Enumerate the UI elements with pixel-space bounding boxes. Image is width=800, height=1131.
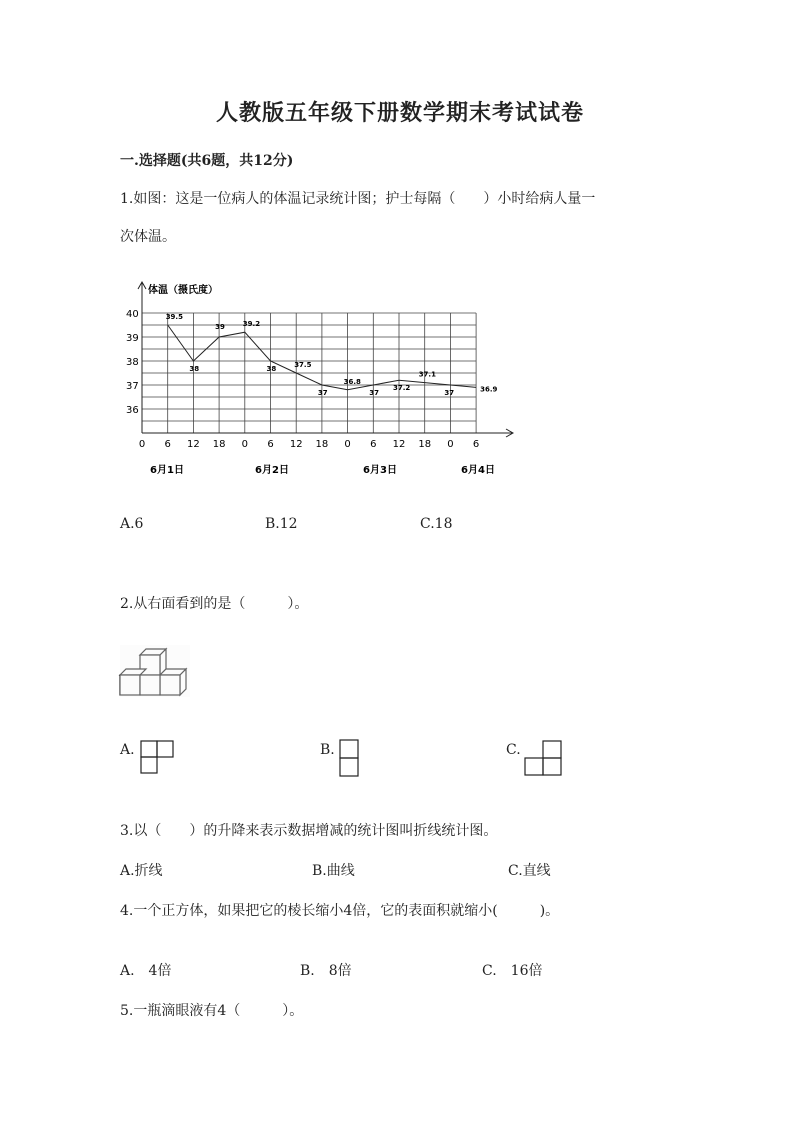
q2-option-a[interactable]: A. xyxy=(120,742,135,758)
day-label: 6月3日 xyxy=(363,465,397,476)
question-5-text: 5.一瓶滴眼液有4（ ）。 xyxy=(120,1003,304,1019)
day-labels xyxy=(150,463,495,476)
cube-stack-figure xyxy=(120,645,190,697)
x-tick-labels xyxy=(139,439,479,450)
x-tick-label: 0 xyxy=(138,439,146,450)
question-3-text: 3.以（ ）的升降来表示数据增减的统计图叫折线统计图。 xyxy=(120,823,498,839)
chart-axes xyxy=(138,282,513,437)
q1-option-b[interactable]: B.12 xyxy=(265,516,298,532)
point-label: 37.2 xyxy=(393,384,411,393)
temperature-chart xyxy=(122,275,522,476)
x-tick-label: 12 xyxy=(289,439,303,450)
q2-option-b-figure xyxy=(338,738,360,778)
day-label: 6月4日 xyxy=(461,465,495,476)
point-label: 37 xyxy=(317,389,328,397)
x-tick-label: 6 xyxy=(267,439,274,450)
q2-option-c-figure xyxy=(524,740,564,776)
question-4-text: 4.一个正方体，如果把它的棱长缩小4倍，它的表面积就缩小( )。 xyxy=(120,903,560,919)
question-1-text-line1: 1.如图：这是一位病人的体温记录统计图；护士每隔（ ）小时给病人量一 xyxy=(120,191,596,207)
x-tick-label: 6 xyxy=(370,439,377,450)
q2-option-a-figure xyxy=(140,740,176,776)
q2-option-c[interactable]: C. xyxy=(506,742,521,758)
q4-option-a[interactable]: A. 4倍 xyxy=(120,963,172,979)
q1-option-c[interactable]: C.18 xyxy=(420,516,453,532)
q4-option-c[interactable]: C. 16倍 xyxy=(482,963,543,979)
x-tick-label: 18 xyxy=(212,439,226,450)
x-tick-label: 18 xyxy=(418,439,432,450)
x-tick-label: 0 xyxy=(241,439,248,450)
chart-title: 体温（摄氏度） xyxy=(148,285,218,296)
x-tick-label: 0 xyxy=(447,439,454,450)
x-tick-label: 6 xyxy=(472,439,480,450)
point-label: 39 xyxy=(215,323,225,331)
point-label: 37 xyxy=(369,389,380,397)
y-tick-label: 36 xyxy=(126,405,139,416)
point-label: 39.5 xyxy=(165,313,183,321)
point-label: 38 xyxy=(189,365,200,373)
q3-option-c[interactable]: C.直线 xyxy=(508,863,551,879)
q4-option-b[interactable]: B. 8倍 xyxy=(300,963,352,979)
day-label: 6月2日 xyxy=(255,465,289,476)
q3-option-b[interactable]: B.曲线 xyxy=(312,863,355,879)
point-label: 37 xyxy=(444,389,455,397)
x-tick-label: 6 xyxy=(164,439,171,450)
point-label: 36.9 xyxy=(480,385,498,394)
q1-option-a[interactable]: A.6 xyxy=(120,516,144,532)
q2-option-b[interactable]: B. xyxy=(320,742,335,758)
point-label: 38 xyxy=(266,365,277,373)
point-label: 37.5 xyxy=(294,361,312,369)
section-heading: 一.选择题(共6题，共12分) xyxy=(120,153,294,169)
q3-option-a[interactable]: A.折线 xyxy=(120,863,163,879)
y-tick-label: 37 xyxy=(126,381,139,392)
point-label: 36.8 xyxy=(343,377,361,386)
x-tick-label: 12 xyxy=(392,439,406,450)
day-label: 6月1日 xyxy=(150,465,184,476)
page-title: 人教版五年级下册数学期末考试试卷 xyxy=(215,100,584,126)
x-tick-label: 18 xyxy=(315,439,329,450)
point-label: 39.2 xyxy=(242,320,261,329)
y-tick-labels xyxy=(126,309,139,416)
point-label: 37.1 xyxy=(418,370,436,379)
y-tick-label: 38 xyxy=(126,357,139,368)
y-tick-label: 39 xyxy=(126,333,139,344)
x-tick-label: 0 xyxy=(344,439,351,450)
question-1-text-line2: 次体温。 xyxy=(120,229,176,245)
x-tick-label: 12 xyxy=(187,439,200,450)
y-tick-label: 40 xyxy=(126,309,139,320)
question-2-text: 2.从右面看到的是（ ）。 xyxy=(120,596,309,612)
